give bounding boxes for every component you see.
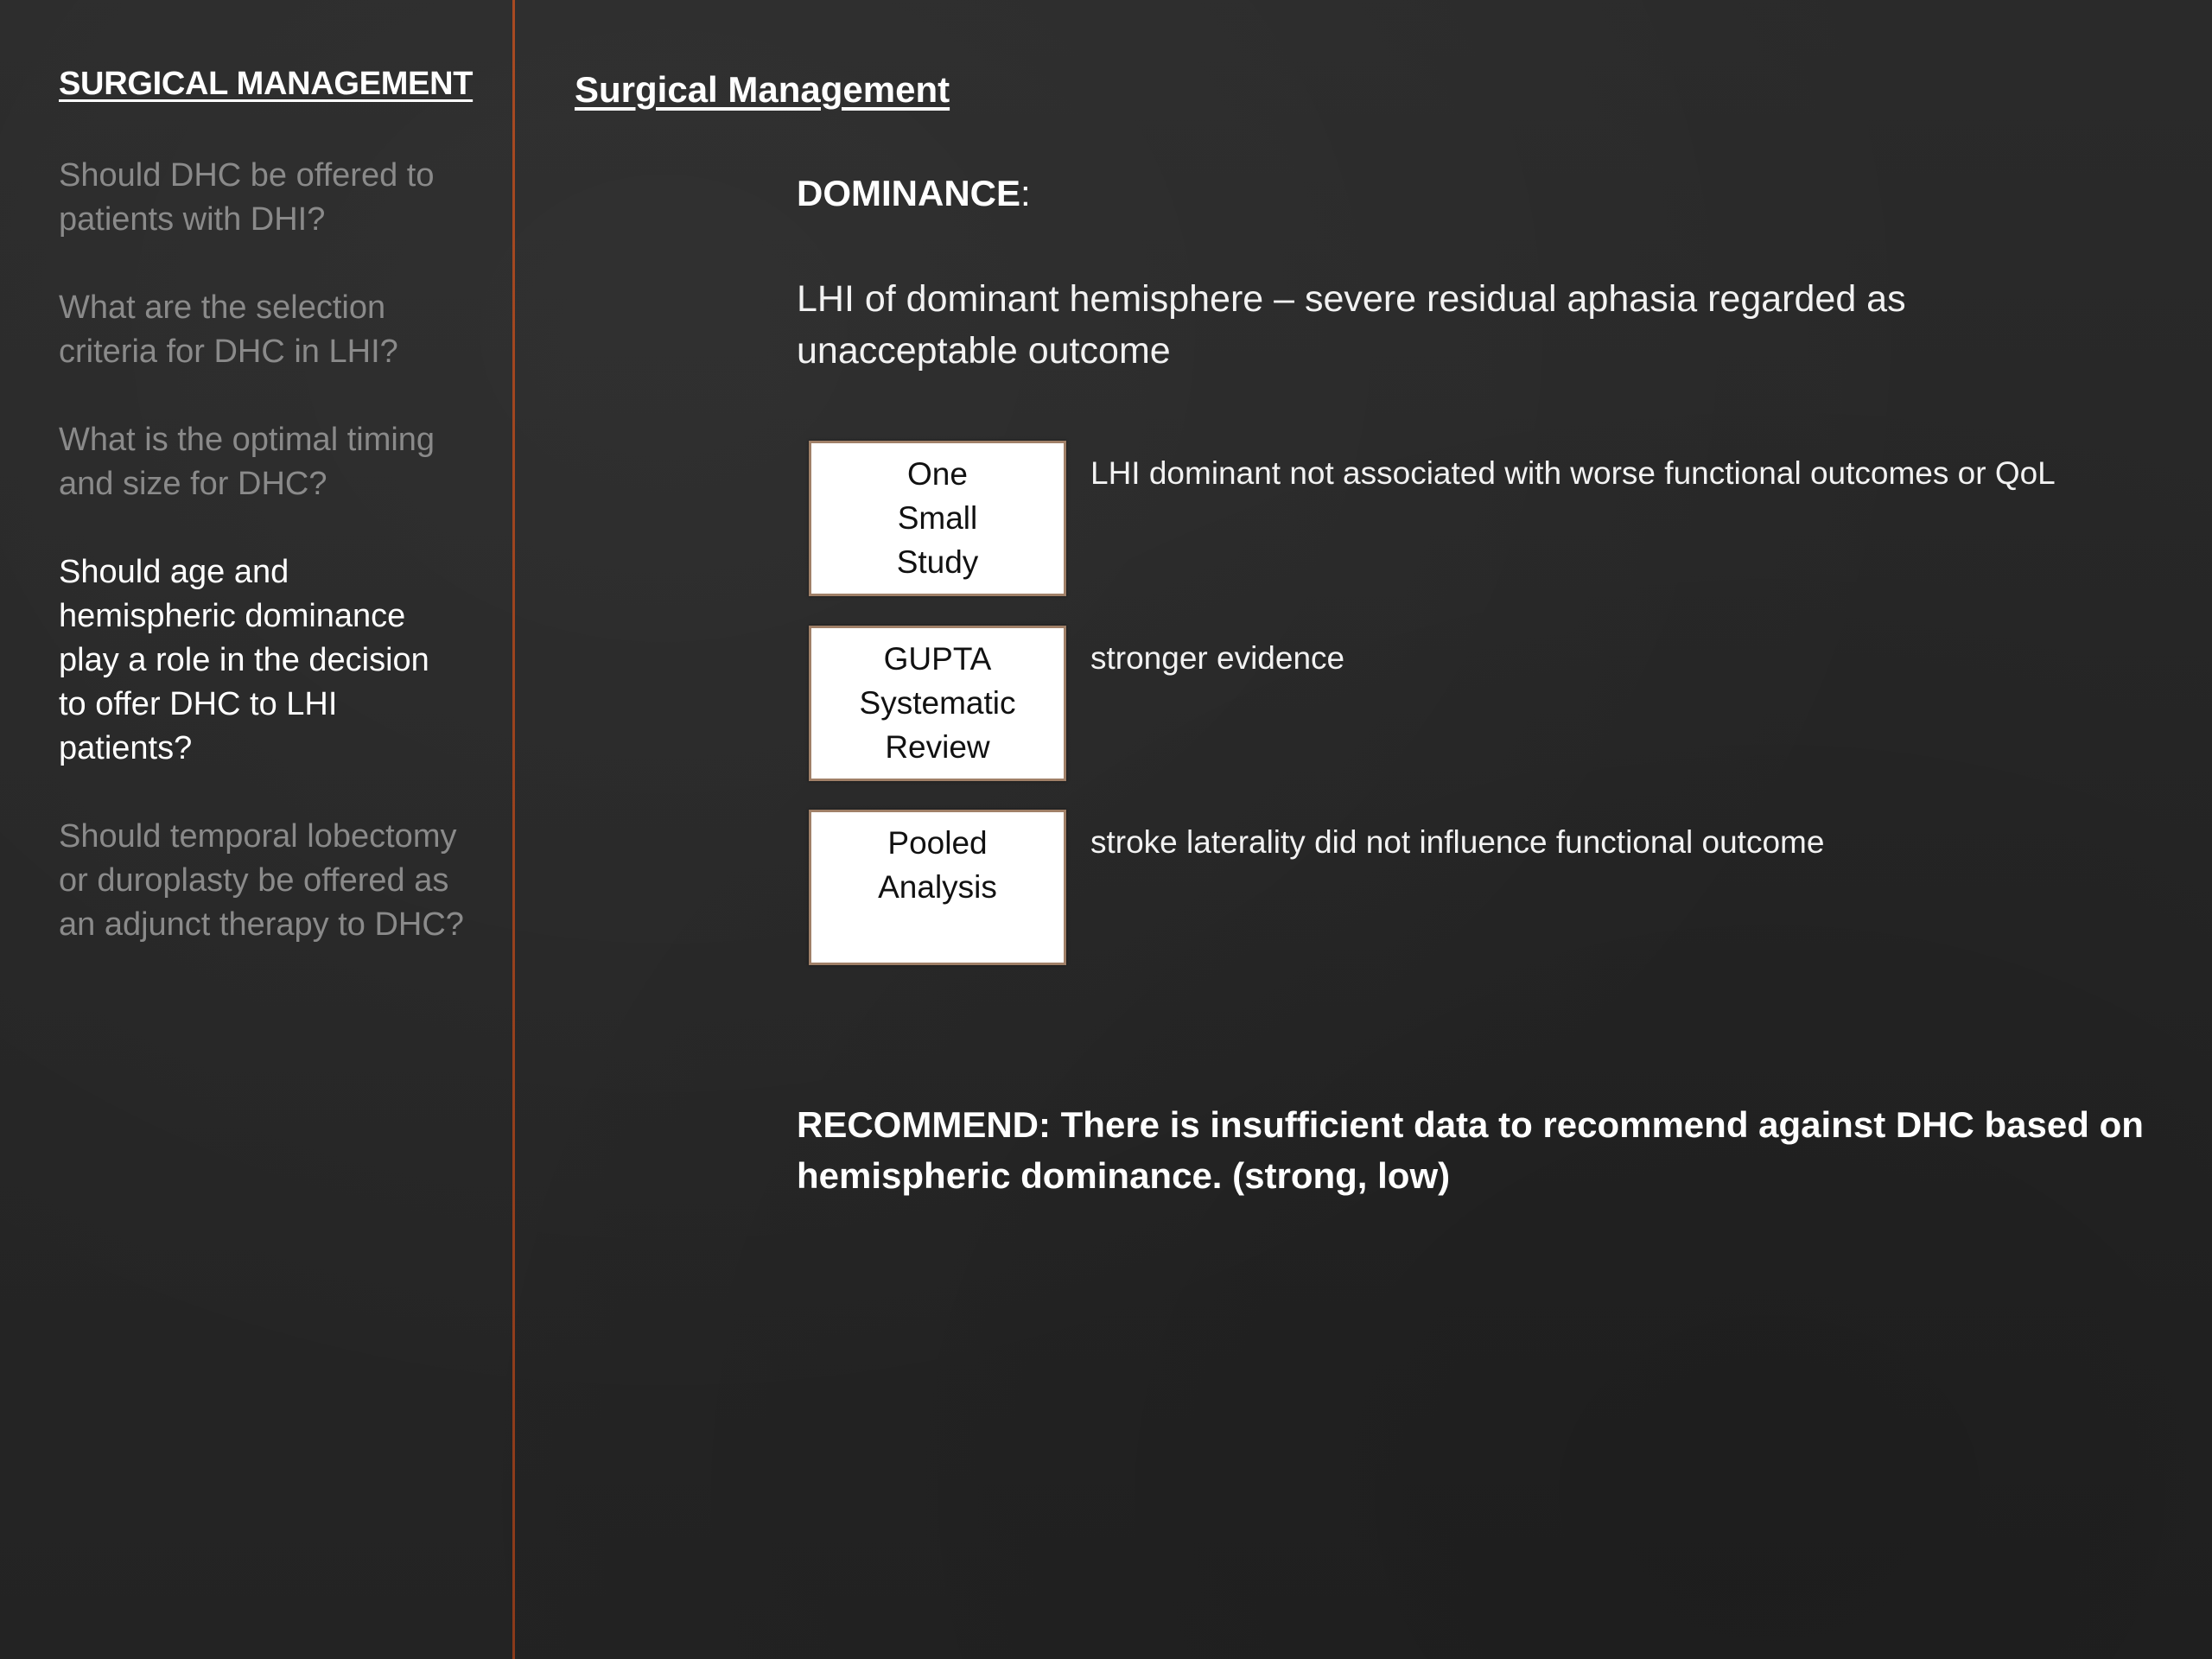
sidebar [0, 0, 514, 1659]
evidence-box-line: Study [896, 544, 979, 580]
evidence-box [809, 810, 1066, 965]
agenda-item-selection-criteria[interactable]: What are the selection criteria for DHC in LHI? [59, 289, 398, 370]
recommendation-text: RECOMMEND: There is insufficient data to recommend against DHC based on hemispheric dominance. (strong, low) [797, 1104, 2144, 1196]
agenda-item-dhc-offered[interactable]: Should DHC be offered to patients with DHI? [59, 157, 435, 238]
evidence-box-line: Small [897, 500, 978, 536]
evidence-box-line: One [907, 456, 968, 492]
evidence-description: stroke laterality did not influence functional outcome [1090, 824, 1825, 860]
evidence-box-line: Analysis [878, 869, 997, 905]
dominance-heading [797, 173, 1031, 214]
evidence-row-one-small-study [809, 441, 2122, 598]
sidebar-divider [512, 0, 515, 1659]
evidence-box-line: GUPTA [883, 641, 992, 677]
evidence-row-pooled-analysis [809, 810, 2122, 967]
dominance-colon: : [1020, 173, 1031, 213]
evidence-description: stronger evidence [1090, 640, 1345, 676]
page-title: Surgical Management [575, 69, 950, 110]
agenda-item-age-dominance[interactable]: Should age and hemispheric dominance play a role in the decision to offer DHC to LHI patients? [59, 554, 429, 766]
agenda-item-timing-size[interactable]: What is the optimal timing and size for DHC? [59, 422, 435, 502]
evidence-box [809, 626, 1066, 781]
sidebar-heading: SURGICAL MANAGEMENT [59, 66, 474, 102]
agenda-list [59, 154, 465, 991]
evidence-box-line: Systematic [859, 685, 1016, 721]
evidence-row-gupta-review [809, 626, 2122, 783]
evidence-box-line: Pooled [887, 825, 988, 861]
evidence-box [809, 441, 1066, 596]
dominance-label: DOMINANCE [797, 173, 1020, 213]
intro-text: LHI of dominant hemisphere – severe residual aphasia regarded as unacceptable outcome [797, 278, 1906, 372]
evidence-description: LHI dominant not associated with worse functional outcomes or QoL [1090, 455, 2056, 491]
agenda-item-temporal-lobectomy[interactable]: Should temporal lobectomy or duroplasty be offered as an adjunct therapy to DHC? [59, 818, 464, 943]
evidence-box-line: Review [885, 729, 990, 765]
